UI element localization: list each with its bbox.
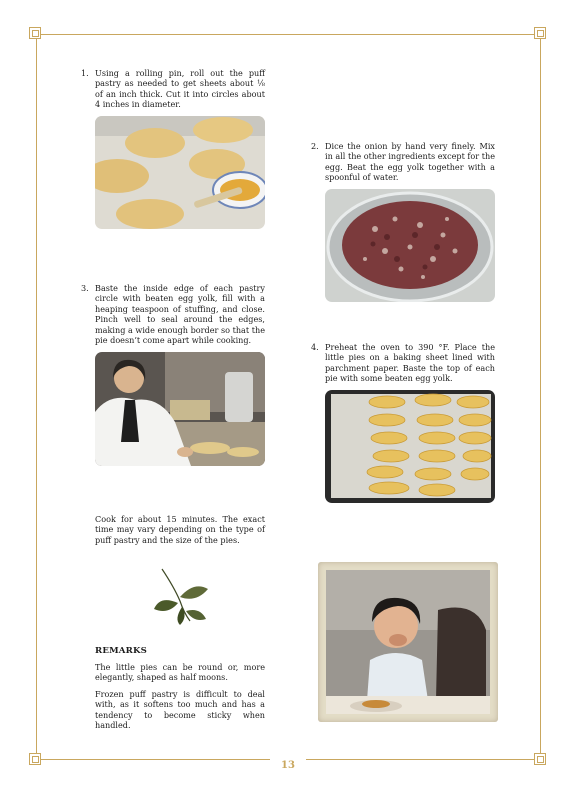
remarks-paragraph: The little pies can be round or, more elegantly, shaped as half moons. [95,662,265,683]
remarks-paragraph: Frozen puff pastry is difficult to deal with, as it softens too much and has a tendency to become sticky when handled. [95,689,265,731]
step-number: 4. [311,342,319,352]
photo-pies-on-sheet [325,390,495,503]
step-number: 3. [81,283,89,293]
step-text: Using a rolling pin, roll out the puff pastry as needed to get sheets about ⅛ of an inch thick. Cut it into circles about 4 inches in diameter. [95,68,265,110]
corner-ornament-icon [29,27,41,39]
step-3 [81,283,265,346]
photo-pastry-circles [95,116,265,229]
photo-filling-pies [95,352,265,466]
leaf-sprig-icon [150,565,212,625]
photo-meat-mixture [325,189,495,302]
remarks-title: REMARKS [95,646,148,656]
step-number: 2. [311,141,319,151]
step-4 [311,342,495,384]
corner-ornament-icon [534,27,546,39]
corner-ornament-icon [29,753,41,765]
step-text: Dice the onion by hand very finely. Mix in all the other ingredients except for the egg. Beat the egg yolk together with a spoonful of water. [325,141,495,183]
step-text: Baste the inside edge of each pastry circle with beaten egg yolk, fill with a heaping teaspoon of stuffing, and close. Pinch well to seal around the edges, making a wide enough border so that the pie doesn’t come apart while cooking. [95,283,265,346]
step-2 [311,141,495,183]
photo-frame [318,562,498,722]
photo-child-eating [326,570,490,714]
page-number: 13 [281,760,295,771]
step-text: Preheat the oven to 390 °F. Place the little pies on a baking sheet lined with parchment paper. Baste the top of each pie with some beaten egg yolk. [325,342,495,384]
corner-ornament-icon [534,753,546,765]
step-1 [81,68,265,110]
page-number-box [270,753,306,769]
step-number: 1. [81,68,89,78]
cook-note: Cook for about 15 minutes. The exact time may vary depending on the type of puff pastry and the size of the pies. [95,514,265,545]
